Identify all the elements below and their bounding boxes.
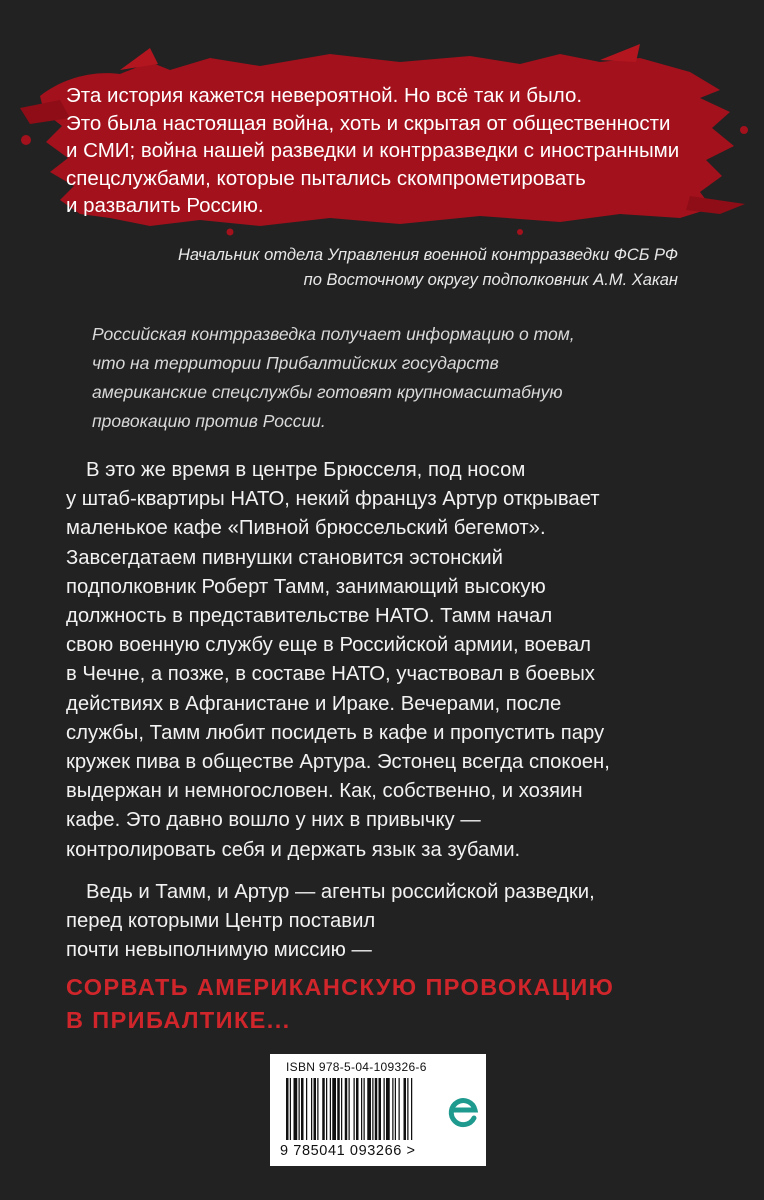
barcode-bar <box>395 1078 396 1140</box>
barcode-bar <box>349 1078 350 1140</box>
tagline-headline <box>66 971 726 1037</box>
barcode-bar <box>301 1078 304 1140</box>
body-line: перед которыми Центр поставил <box>66 910 376 933</box>
barcode-digits: 9 785041 093266 > <box>280 1143 416 1159</box>
barcode-bar <box>354 1078 355 1140</box>
synopsis-paragraph-1 <box>66 456 726 865</box>
barcode-bar <box>386 1078 390 1140</box>
quote-line: спецслужбами, которые пытались скомпрометировать <box>66 166 586 190</box>
teaser-line: провокацию против России. <box>92 411 326 431</box>
barcode-icon <box>286 1078 462 1140</box>
body-line: кружек пива в обществе Артура. Эстонец всегда спокоен, <box>66 751 610 774</box>
barcode-bar <box>332 1078 336 1140</box>
barcode-bar <box>311 1078 312 1140</box>
barcode-bar <box>337 1078 340 1140</box>
epigraph-quote <box>66 82 706 220</box>
body-line: службы, Тамм любит посидеть в кафе и пропустить пару <box>66 721 605 744</box>
barcode-bar <box>294 1078 298 1140</box>
quote-line: и СМИ; война нашей разведки и контрразведки с иностранными <box>66 139 680 162</box>
barcode-bar <box>411 1078 412 1140</box>
barcode-bar <box>399 1078 400 1140</box>
body-line: у штаб-квартиры НАТО, некий француз Артур открывает <box>66 488 600 511</box>
body-line: свою военную службу еще в Российской армии, воевал <box>66 634 591 657</box>
barcode-bar <box>290 1078 291 1140</box>
barcode-bar <box>356 1078 359 1140</box>
teaser-line: что на территории Прибалтийских государств <box>92 353 499 373</box>
barcode-bar <box>341 1078 342 1140</box>
teaser-line: Российская контрразведка получает информацию о том, <box>92 324 575 344</box>
attribution-line: по Восточному округу подполковник А.М. Хакан <box>303 271 678 289</box>
body-line: действиях в Афганистане и Ираке. Вечерами, после <box>66 692 562 715</box>
synopsis-paragraph-2 <box>66 878 726 966</box>
barcode-bar <box>361 1078 362 1140</box>
body-line: Завсегдатаем пивнушки становится эстонский <box>66 546 503 569</box>
barcode-bar <box>367 1078 371 1140</box>
teaser-line: американские спецслужбы готовят крупномасштабную <box>92 382 563 402</box>
barcode-bar <box>379 1078 382 1140</box>
body-line: должность в представительстве НАТО. Тамм начал <box>66 605 553 628</box>
barcode-bar <box>306 1078 307 1140</box>
barcode-bar <box>326 1078 327 1140</box>
isbn-text: ISBN 978-5-04-109326-6 <box>286 1060 427 1074</box>
quote-line: Эта история кажется невероятной. Но всё так и было. <box>66 84 583 107</box>
barcode-bar <box>299 1078 300 1140</box>
body-line: подполковник Роберт Тамм, занимающий высокую <box>66 575 546 598</box>
teaser-paragraph <box>92 320 712 436</box>
barcode-bar <box>314 1078 317 1140</box>
body-line: Ведь и Тамм, и Артур — агенты российской разведки, <box>86 881 595 903</box>
barcode-bar <box>392 1078 393 1140</box>
barcode-bar <box>317 1078 318 1140</box>
attribution-line: Начальник отдела Управления военной контрразведки ФСБ РФ <box>177 246 678 264</box>
headline-line: СОРВАТЬ АМЕРИКАНСКУЮ ПРОВОКАЦИЮ <box>66 974 615 1000</box>
body-line: кафе. Это давно вошло у них в привычку — <box>66 809 481 832</box>
quote-line: Это была настоящая война, хоть и скрытая от общественности <box>66 111 671 135</box>
barcode-bar <box>372 1078 373 1140</box>
body-line: маленькое кафе «Пивной брюссельский бегемот». <box>66 517 546 540</box>
barcode-bar <box>345 1078 348 1140</box>
body-line: В это же время в центре Брюсселя, под носом <box>86 459 526 481</box>
barcode-bar <box>407 1078 408 1140</box>
barcode-bar <box>364 1078 365 1140</box>
headline-line: В ПРИБАЛТИКЕ... <box>66 1007 291 1033</box>
body-line: почти невыполнимую миссию — <box>66 939 372 962</box>
body-line: выдержан и немногословен. Как, собственно, и хозяин <box>66 780 583 803</box>
quote-attribution <box>38 243 678 293</box>
quote-line: и развалить Россию. <box>66 194 264 217</box>
body-line: контролировать себя и держать язык за зубами. <box>66 838 521 861</box>
barcode-bar <box>330 1078 331 1140</box>
barcode-bar <box>404 1078 407 1140</box>
barcode-bar <box>322 1078 325 1140</box>
barcode-bar <box>286 1078 289 1140</box>
barcode-bar <box>375 1078 378 1140</box>
body-line: в Чечне, а позже, в составе НАТО, участвовал в боевых <box>66 663 595 686</box>
barcode-bar <box>384 1078 385 1140</box>
publisher-e-logo-icon <box>440 1090 488 1138</box>
